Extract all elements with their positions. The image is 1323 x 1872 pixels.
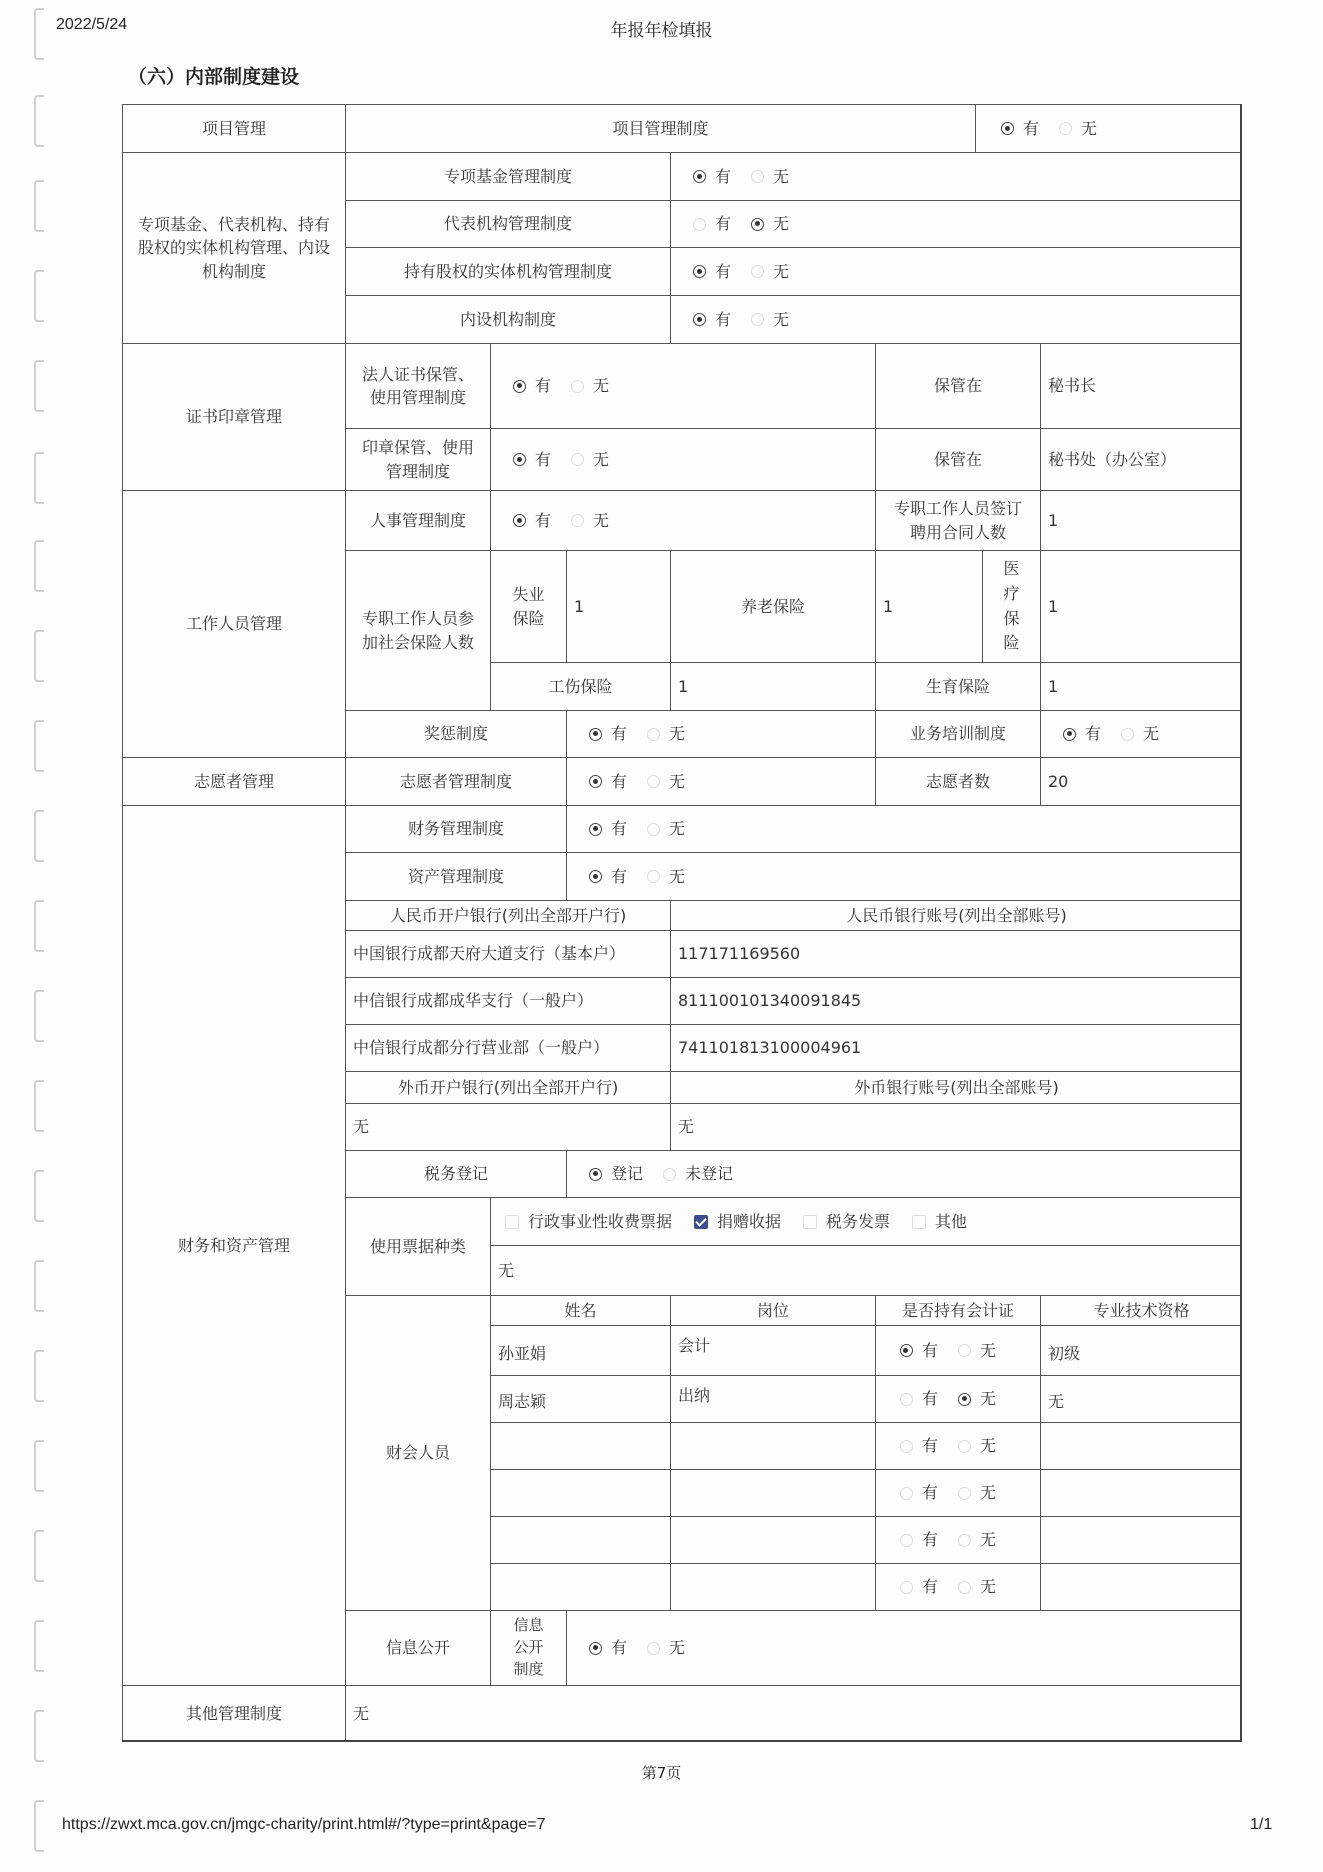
medical-value: 1	[1040, 550, 1242, 662]
accountant-5-cert-radio-no[interactable]	[958, 1575, 996, 1598]
accountant-0-cert-option-label: 无	[980, 1340, 997, 1360]
accountant-name	[490, 1422, 670, 1469]
radio-unselected-icon[interactable]	[1121, 728, 1134, 741]
finance-system-option-label: 有	[611, 819, 628, 839]
radio-selected-icon[interactable]	[589, 870, 602, 883]
accountant-cert	[875, 1563, 1040, 1610]
tax-registration-value	[566, 1150, 1242, 1197]
accountant-0-cert-option-label: 有	[921, 1340, 938, 1360]
accountant-header: 是否持有会计证	[875, 1295, 1040, 1325]
radio-unselected-icon[interactable]	[647, 1642, 660, 1655]
unemployment-label: 失业保险	[490, 550, 566, 662]
accountant-name	[490, 1469, 670, 1516]
volunteer-system-option-label: 无	[669, 771, 686, 791]
reward-system-value	[566, 710, 875, 757]
project-management-label: 项目管理	[122, 104, 345, 152]
radio-unselected-icon[interactable]	[647, 775, 660, 788]
seal-management-label: 证书印章管理	[122, 343, 345, 490]
special-item-3-option-label: 有	[715, 309, 732, 329]
accountant-5-cert-option-label: 有	[921, 1577, 938, 1597]
accountant-5-cert-option-label: 无	[980, 1577, 997, 1597]
rmb-bank-name: 中信银行成都成华支行（一般户）	[345, 977, 670, 1024]
special-item-1-option-label: 无	[773, 214, 790, 234]
accountant-name: 孙亚娟	[490, 1325, 670, 1375]
fx-bank-header: 外币开户银行(列出全部开户行)	[345, 1071, 670, 1103]
rmb-account-header: 人民币银行账号(列出全部账号)	[670, 900, 1242, 930]
accountant-header: 姓名	[490, 1295, 670, 1325]
accountant-2-cert-option-label: 无	[980, 1436, 997, 1456]
injury-label: 工伤保险	[490, 662, 670, 710]
disclosure-system-option-label: 有	[611, 1638, 628, 1658]
radio-selected-icon[interactable]	[513, 453, 526, 466]
tax-registration-option-label: 登记	[611, 1164, 644, 1184]
training-system-label: 业务培训制度	[875, 710, 1040, 757]
radio-unselected-icon[interactable]	[958, 1440, 971, 1453]
accountant-3-cert-option-label: 无	[980, 1483, 997, 1503]
accountant-post	[670, 1563, 875, 1610]
accountant-2-cert-radio-yes[interactable]	[900, 1434, 938, 1457]
accountant-4-cert-radio-no[interactable]	[958, 1528, 996, 1551]
special-item-label: 持有股权的实体机构管理制度	[345, 247, 670, 295]
accountant-name	[490, 1516, 670, 1563]
radio-selected-icon[interactable]	[589, 728, 602, 741]
training-system-option-label: 无	[1143, 724, 1160, 744]
checkbox-unchecked-icon[interactable]	[803, 1215, 817, 1229]
hr-system-value	[490, 490, 875, 550]
seal-item-0-option-label: 有	[535, 376, 552, 396]
radio-unselected-icon[interactable]	[647, 823, 660, 836]
special-management-label: 专项基金、代表机构、持有股权的实体机构管理、内设机构制度	[122, 152, 345, 343]
special-item-2-option-label: 有	[715, 261, 732, 281]
insurance-label: 专职工作人员参加社会保险人数	[345, 550, 490, 710]
reward-system-option-label: 有	[611, 724, 628, 744]
radio-unselected-icon[interactable]	[958, 1344, 971, 1357]
special-item-0-radio-no[interactable]	[751, 165, 789, 188]
accountant-1-cert-radio-yes[interactable]	[900, 1387, 938, 1410]
asset-system-label: 资产管理制度	[345, 852, 566, 900]
radio-selected-icon[interactable]	[589, 775, 602, 788]
finance-system-radio-yes[interactable]	[589, 817, 627, 840]
radio-unselected-icon[interactable]	[958, 1534, 971, 1547]
radio-unselected-icon[interactable]	[900, 1487, 913, 1500]
hr-system-option-label: 有	[535, 510, 552, 530]
print-date: 2022/5/24	[56, 16, 128, 33]
radio-selected-icon[interactable]	[693, 313, 706, 326]
project-system-value	[975, 104, 1242, 152]
accountant-qualification	[1040, 1422, 1242, 1469]
page-number: 第7页	[641, 1764, 682, 1782]
radio-unselected-icon[interactable]	[647, 728, 660, 741]
seal-item-1-option-label: 无	[593, 449, 610, 469]
volunteer-count-label: 志愿者数	[875, 757, 1040, 805]
accountant-1-cert-option-label: 有	[921, 1389, 938, 1409]
rmb-account-number: 811100101340091845	[670, 977, 1242, 1024]
special-item-value	[670, 200, 1242, 247]
bill-type-label: 其他	[935, 1211, 968, 1231]
fx-account-header: 外币银行账号(列出全部账号)	[670, 1071, 1242, 1103]
radio-unselected-icon[interactable]	[958, 1487, 971, 1500]
finance-system-value	[566, 805, 1242, 852]
bill-type-label: 行政事业性收费票据	[528, 1211, 673, 1231]
seal-item-1-option-label: 有	[535, 449, 552, 469]
tax-registration-option-label: 未登记	[685, 1164, 734, 1184]
disclosure-system-radio-no[interactable]	[647, 1636, 685, 1659]
print-page-count: 1/1	[1250, 1816, 1273, 1833]
special-item-value	[670, 152, 1242, 200]
training-system-option-label: 有	[1085, 724, 1102, 744]
seal-item-0-radio-yes[interactable]	[513, 374, 551, 397]
project-system-radio-yes[interactable]	[1001, 117, 1039, 140]
seal-item-1-radio-no[interactable]	[571, 448, 609, 471]
bill-types-other: 无	[490, 1245, 1242, 1295]
volunteer-management-label: 志愿者管理	[122, 757, 345, 805]
checkbox-checked-icon[interactable]	[694, 1215, 708, 1229]
reward-system-radio-yes[interactable]	[589, 722, 627, 745]
rmb-bank-name: 中国银行成都天府大道支行（基本户）	[345, 930, 670, 977]
volunteer-system-radio-no[interactable]	[647, 770, 685, 793]
radio-unselected-icon[interactable]	[751, 265, 764, 278]
accountant-name	[490, 1563, 670, 1610]
bill-type-label: 税务发票	[826, 1211, 891, 1231]
accountant-2-cert-option-label: 有	[921, 1436, 938, 1456]
bill-types-options	[490, 1197, 1242, 1245]
radio-selected-icon[interactable]	[751, 218, 764, 231]
radio-unselected-icon[interactable]	[647, 870, 660, 883]
reward-system-radio-no[interactable]	[647, 722, 685, 745]
accountant-qualification	[1040, 1563, 1242, 1610]
training-system-radio-no[interactable]	[1121, 722, 1159, 745]
radio-selected-icon[interactable]	[589, 823, 602, 836]
contract-count-label: 专职工作人员签订聘用合同人数	[875, 490, 1040, 550]
special-item-3-option-label: 无	[773, 309, 790, 329]
maternity-label: 生育保险	[875, 662, 1040, 710]
seal-item-0-radio-no[interactable]	[571, 374, 609, 397]
page-header-title: 年报年检填报	[610, 21, 713, 41]
accountant-qualification	[1040, 1469, 1242, 1516]
disclosure-system-value	[566, 1610, 1242, 1685]
radio-selected-icon[interactable]	[693, 170, 706, 183]
special-item-value	[670, 247, 1242, 295]
finance-system-option-label: 无	[669, 819, 686, 839]
bill-type-checkbox[interactable]	[694, 1210, 781, 1233]
special-item-0-radio-yes[interactable]	[693, 165, 731, 188]
bill-type-checkbox[interactable]	[912, 1210, 967, 1233]
fx-bank-name: 无	[345, 1103, 670, 1150]
special-item-0-option-label: 无	[773, 166, 790, 186]
project-system-option-label: 有	[1023, 118, 1040, 138]
maternity-value: 1	[1040, 662, 1242, 710]
accountant-qualification: 无	[1040, 1375, 1242, 1422]
volunteer-system-label: 志愿者管理制度	[345, 757, 566, 805]
accountant-cert	[875, 1325, 1040, 1375]
other-systems-value: 无	[345, 1685, 1242, 1742]
volunteer-count-value: 20	[1040, 757, 1242, 805]
project-system-radio-no[interactable]	[1059, 117, 1097, 140]
radio-unselected-icon[interactable]	[571, 514, 584, 527]
kept-at-label: 保管在	[875, 343, 1040, 428]
kept-at-value: 秘书处（办公室）	[1040, 428, 1242, 490]
tax-registration-radio-yes[interactable]	[589, 1162, 643, 1185]
accountants-label: 财会人员	[345, 1295, 490, 1610]
radio-unselected-icon[interactable]	[1059, 122, 1072, 135]
hr-system-radio-no[interactable]	[571, 509, 609, 532]
kept-at-label: 保管在	[875, 428, 1040, 490]
radio-selected-icon[interactable]	[589, 1168, 602, 1181]
accountant-0-cert-radio-no[interactable]	[958, 1339, 996, 1362]
asset-system-radio-no[interactable]	[647, 865, 685, 888]
checkbox-unchecked-icon[interactable]	[912, 1215, 926, 1229]
accountant-post	[670, 1422, 875, 1469]
special-item-1-option-label: 有	[715, 214, 732, 234]
staff-management-label: 工作人员管理	[122, 490, 345, 757]
accountant-1-cert-radio-no[interactable]	[958, 1387, 996, 1410]
finance-system-label: 财务管理制度	[345, 805, 566, 852]
radio-selected-icon[interactable]	[513, 380, 526, 393]
training-system-radio-yes[interactable]	[1063, 722, 1101, 745]
accountant-4-cert-radio-yes[interactable]	[900, 1528, 938, 1551]
asset-system-option-label: 有	[611, 866, 628, 886]
accountant-cert	[875, 1516, 1040, 1563]
seal-item-value	[490, 428, 875, 490]
accountant-qualification: 初级	[1040, 1325, 1242, 1375]
seal-item-label: 法人证书保管、使用管理制度	[345, 343, 490, 428]
rmb-account-number: 741101813100004961	[670, 1024, 1242, 1071]
seal-item-value	[490, 343, 875, 428]
radio-unselected-icon[interactable]	[571, 453, 584, 466]
checkbox-unchecked-icon[interactable]	[505, 1215, 519, 1229]
radio-unselected-icon[interactable]	[900, 1534, 913, 1547]
hr-system-option-label: 无	[593, 510, 610, 530]
accountant-2-cert-radio-no[interactable]	[958, 1434, 996, 1457]
fx-account-number: 无	[670, 1103, 1242, 1150]
seal-item-label: 印章保管、使用管理制度	[345, 428, 490, 490]
radio-unselected-icon[interactable]	[900, 1393, 913, 1406]
accountant-3-cert-option-label: 有	[921, 1483, 938, 1503]
radio-unselected-icon[interactable]	[751, 170, 764, 183]
accountant-post	[670, 1469, 875, 1516]
training-system-value	[1040, 710, 1242, 757]
seal-item-0-option-label: 无	[593, 376, 610, 396]
print-url: https://zwxt.mca.gov.cn/jmgc-charity/print.html#/?type=print&page=7	[62, 1816, 546, 1833]
accountant-header: 专业技术资格	[1040, 1295, 1242, 1325]
accountant-cert	[875, 1422, 1040, 1469]
reward-system-label: 奖惩制度	[345, 710, 566, 757]
special-item-value	[670, 295, 1242, 343]
asset-system-radio-yes[interactable]	[589, 865, 627, 888]
radio-selected-icon[interactable]	[513, 514, 526, 527]
accountant-5-cert-radio-yes[interactable]	[900, 1575, 938, 1598]
radio-selected-icon[interactable]	[693, 265, 706, 278]
radio-selected-icon[interactable]	[589, 1642, 602, 1655]
radio-unselected-icon[interactable]	[900, 1440, 913, 1453]
accountant-cert	[875, 1375, 1040, 1422]
special-item-2-option-label: 无	[773, 261, 790, 281]
radio-selected-icon[interactable]	[1063, 728, 1076, 741]
special-item-label: 专项基金管理制度	[345, 152, 670, 200]
radio-unselected-icon[interactable]	[900, 1581, 913, 1594]
project-system-label: 项目管理制度	[345, 104, 975, 152]
volunteer-system-radio-yes[interactable]	[589, 770, 627, 793]
special-item-3-radio-no[interactable]	[751, 308, 789, 331]
accountant-4-cert-option-label: 有	[921, 1530, 938, 1550]
pension-value: 1	[875, 550, 982, 662]
special-item-label: 内设机构制度	[345, 295, 670, 343]
finance-management-label: 财务和资产管理	[122, 805, 345, 1685]
volunteer-system-value	[566, 757, 875, 805]
radio-selected-icon[interactable]	[900, 1344, 913, 1357]
pension-label: 养老保险	[670, 550, 875, 662]
accountant-3-cert-radio-no[interactable]	[958, 1481, 996, 1504]
tax-registration-radio-no[interactable]	[663, 1162, 733, 1185]
bill-type-checkbox[interactable]	[505, 1210, 672, 1233]
accountant-post: 出纳	[670, 1375, 875, 1422]
tax-registration-label: 税务登记	[345, 1150, 566, 1197]
contract-count-value: 1	[1040, 490, 1242, 550]
accountant-3-cert-radio-yes[interactable]	[900, 1481, 938, 1504]
kept-at-value: 秘书长	[1040, 343, 1242, 428]
accountant-0-cert-radio-yes[interactable]	[900, 1339, 938, 1362]
accountant-1-cert-option-label: 无	[980, 1389, 997, 1409]
rmb-account-number: 117171169560	[670, 930, 1242, 977]
disclosure-system-label: 信息公开制度	[490, 1610, 566, 1685]
disclosure-system-option-label: 无	[669, 1638, 686, 1658]
special-item-0-option-label: 有	[715, 166, 732, 186]
accountant-4-cert-option-label: 无	[980, 1530, 997, 1550]
special-item-3-radio-yes[interactable]	[693, 308, 731, 331]
bill-types-label: 使用票据种类	[345, 1197, 490, 1295]
disclosure-label: 信息公开	[345, 1610, 490, 1685]
other-systems-label: 其他管理制度	[122, 1685, 345, 1742]
radio-selected-icon[interactable]	[958, 1393, 971, 1406]
accountant-post	[670, 1516, 875, 1563]
special-item-2-radio-no[interactable]	[751, 260, 789, 283]
rmb-bank-header: 人民币开户银行(列出全部开户行)	[345, 900, 670, 930]
asset-system-value	[566, 852, 1242, 900]
seal-item-1-radio-yes[interactable]	[513, 448, 551, 471]
radio-unselected-icon[interactable]	[751, 313, 764, 326]
accountant-qualification	[1040, 1516, 1242, 1563]
section-title: （六）内部制度建设	[128, 66, 300, 88]
radio-unselected-icon[interactable]	[663, 1168, 676, 1181]
special-item-label: 代表机构管理制度	[345, 200, 670, 247]
radio-selected-icon[interactable]	[1001, 122, 1014, 135]
accountant-header: 岗位	[670, 1295, 875, 1325]
rmb-bank-name: 中信银行成都分行营业部（一般户）	[345, 1024, 670, 1071]
radio-unselected-icon[interactable]	[693, 218, 706, 231]
volunteer-system-option-label: 有	[611, 771, 628, 791]
unemployment-value: 1	[566, 550, 670, 662]
special-item-1-radio-yes[interactable]	[693, 212, 731, 235]
injury-value: 1	[670, 662, 875, 710]
project-system-option-label: 无	[1081, 118, 1098, 138]
reward-system-option-label: 无	[669, 724, 686, 744]
bill-type-checkbox[interactable]	[803, 1210, 890, 1233]
finance-system-radio-no[interactable]	[647, 817, 685, 840]
hr-system-radio-yes[interactable]	[513, 509, 551, 532]
bill-type-label: 捐赠收据	[717, 1211, 782, 1231]
special-item-2-radio-yes[interactable]	[693, 260, 731, 283]
hr-system-label: 人事管理制度	[345, 490, 490, 550]
asset-system-option-label: 无	[669, 866, 686, 886]
special-item-1-radio-no[interactable]	[751, 212, 789, 235]
disclosure-system-radio-yes[interactable]	[589, 1636, 627, 1659]
radio-unselected-icon[interactable]	[958, 1581, 971, 1594]
accountant-post: 会计	[670, 1325, 875, 1375]
accountant-cert	[875, 1469, 1040, 1516]
accountant-name: 周志颖	[490, 1375, 670, 1422]
radio-unselected-icon[interactable]	[571, 380, 584, 393]
medical-label: 医疗保险	[982, 550, 1040, 662]
